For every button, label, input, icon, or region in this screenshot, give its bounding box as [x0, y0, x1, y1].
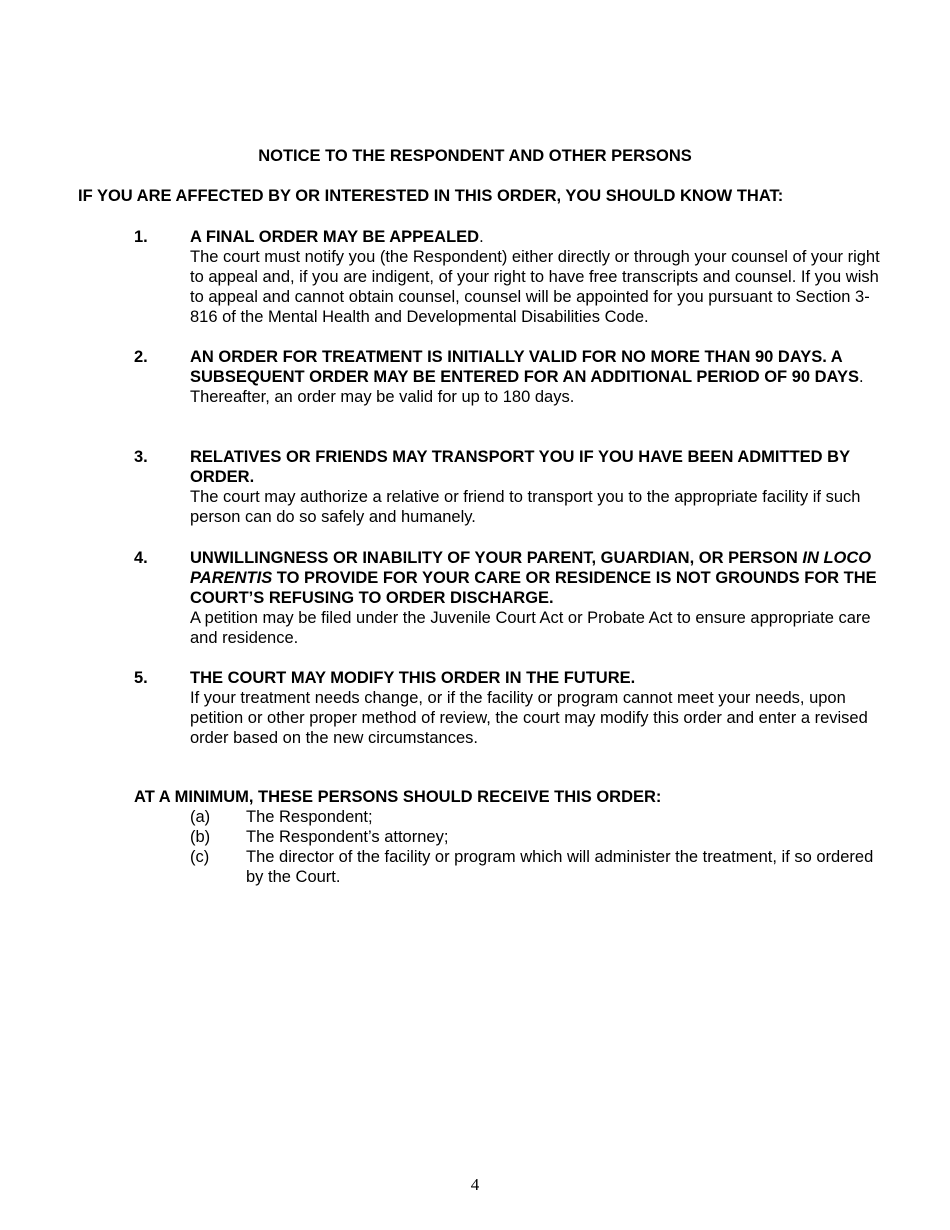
item-body: Thereafter, an order may be valid for up to 180 days. — [190, 388, 575, 406]
list-item — [190, 827, 890, 847]
list-item — [190, 807, 890, 827]
item-body: The court must notify you (the Respondent) either directly or through your counsel of your right to appeal and, if you are indigent, of your right to have free transcripts and counsel. If you wish to appeal and cannot obtain counsel, counsel will be appointed for you pursuant to Section 3-816 of the Mental Health and Developmental Disabilities Code. — [190, 248, 880, 326]
item-number: 5. — [134, 669, 148, 687]
item-body: If your treatment needs change, or if the facility or program cannot meet your needs, upon petition or other proper method of review, the court may modify this order and enter a revised order based on the new circumstances. — [190, 689, 868, 747]
item-heading-suffix: . — [479, 228, 484, 246]
item-number: 2. — [134, 348, 148, 366]
notice-item-1 — [134, 227, 884, 327]
page-number: 4 — [470, 1175, 480, 1194]
item-heading: A FINAL ORDER MAY BE APPEALED — [190, 228, 480, 246]
list-item-text: The Respondent’s attorney; — [246, 828, 449, 846]
item-heading-italic: IN LOCO PARENTIS — [190, 549, 872, 587]
list-item-text: The director of the facility or program which will administer the treatment, if so ordered by the Court. — [246, 848, 874, 886]
item-heading: THE COURT MAY MODIFY THIS ORDER IN THE FUTURE. — [190, 669, 636, 687]
item-number: 1. — [134, 228, 148, 246]
list-item-letter: (b) — [190, 828, 211, 846]
recipients-list — [190, 807, 890, 887]
list-item-text: The Respondent; — [246, 808, 373, 826]
item-number: 4. — [134, 549, 148, 567]
notice-item-4 — [134, 548, 884, 648]
list-item-letter: (c) — [190, 848, 210, 866]
notice-item-2 — [134, 347, 884, 407]
item-body: A petition may be filed under the Juvenile Court Act or Probate Act to ensure appropriate care and residence. — [190, 609, 871, 647]
list-item-letter: (a) — [190, 808, 211, 826]
affected-heading: IF YOU ARE AFFECTED BY OR INTERESTED IN THIS ORDER, YOU SHOULD KNOW THAT: — [78, 187, 784, 205]
item-body: The court may authorize a relative or friend to transport you to the appropriate facility if such person can do so safely and humanely. — [190, 488, 861, 526]
item-number: 3. — [134, 448, 148, 466]
notice-title: NOTICE TO THE RESPONDENT AND OTHER PERSONS — [258, 147, 692, 165]
item-heading-part2: TO PROVIDE FOR YOUR CARE OR RESIDENCE IS NOT GROUNDS FOR THE COURT’S REFUSING TO ORDER DISCHARGE. — [190, 569, 877, 607]
item-heading-suffix: . — [858, 368, 864, 386]
notice-item-5 — [134, 668, 884, 748]
notice-item-3 — [134, 447, 884, 527]
item-heading: RELATIVES OR FRIENDS MAY TRANSPORT YOU IF YOU HAVE BEEN ADMITTED BY ORDER. — [190, 448, 850, 486]
item-heading-part1: UNWILLINGNESS OR INABILITY OF YOUR PARENT, GUARDIAN, OR PERSON — [190, 549, 803, 567]
list-item — [190, 847, 890, 887]
recipients-heading: AT A MINIMUM, THESE PERSONS SHOULD RECEIVE THIS ORDER: — [134, 788, 662, 806]
item-heading: AN ORDER FOR TREATMENT IS INITIALLY VALID FOR NO MORE THAN 90 DAYS. A SUBSEQUENT ORDER MAY BE ENTERED FOR AN ADDITIONAL PERIOD OF 90 DAYS — [190, 348, 859, 386]
